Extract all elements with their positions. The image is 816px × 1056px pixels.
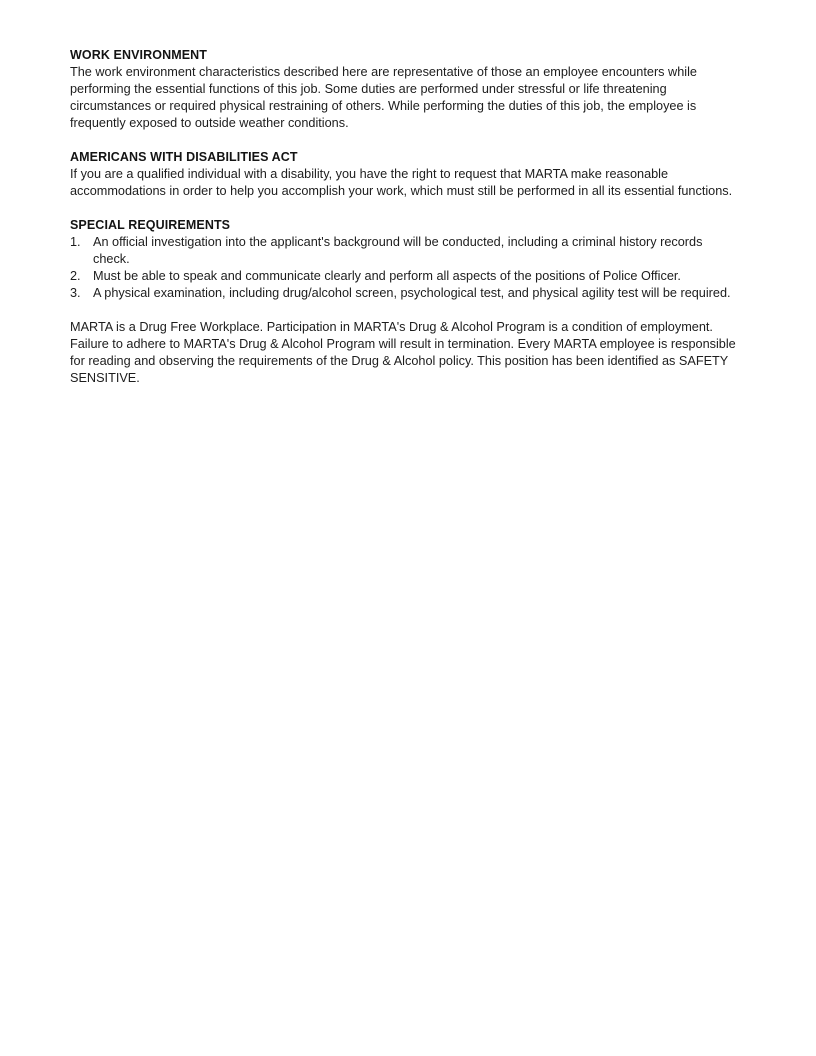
list-item-marker: 1. (70, 235, 81, 249)
list-item (70, 285, 736, 302)
list-item-marker: 3. (70, 286, 81, 300)
list-item (70, 268, 736, 285)
section-heading-americans-with-disabilities-act: AMERICANS WITH DISABILITIES ACT (70, 150, 298, 164)
list-item-text: An official investigation into the applicant's background will be conducted, including a criminal history records check. (93, 235, 703, 266)
list-item-text: A physical examination, including drug/alcohol screen, psychological test, and physical agility test will be required. (93, 286, 731, 300)
list-item-marker: 2. (70, 269, 81, 283)
section-work-environment (70, 47, 736, 132)
special-requirements-list (70, 234, 736, 302)
list-item-text: Must be able to speak and communicate clearly and perform all aspects of the positions of Police Officer. (93, 269, 681, 283)
closing-paragraph: MARTA is a Drug Free Workplace. Participation in MARTA's Drug & Alcohol Program is a condition of employment. Failure to adhere to MARTA's Drug & Alcohol Program will result in termination. Every MARTA employee is responsible for reading and observing the requirements of the Drug & Alcohol policy. This position has been identified as SAFETY SENSITIVE. (70, 320, 736, 385)
section-body-work-environment: The work environment characteristics described here are representative of those an employee encounters while performing the essential functions of this job. Some duties are performed under stressful or life threatening circumstances or required physical restraining of others. While performing the duties of this job, the employee is frequently exposed to outside weather conditions. (70, 65, 697, 130)
section-heading-special-requirements: SPECIAL REQUIREMENTS (70, 218, 231, 232)
section-special-requirements (70, 217, 736, 302)
list-item (70, 234, 736, 268)
section-body-americans-with-disabilities-act: If you are a qualified individual with a disability, you have the right to request that MARTA make reasonable accommodations in order to help you accomplish your work, which must still be performed in all its essential functions. (70, 167, 733, 198)
section-americans-with-disabilities-act (70, 149, 736, 200)
section-heading-work-environment: WORK ENVIRONMENT (70, 48, 208, 62)
document-content (70, 47, 736, 387)
